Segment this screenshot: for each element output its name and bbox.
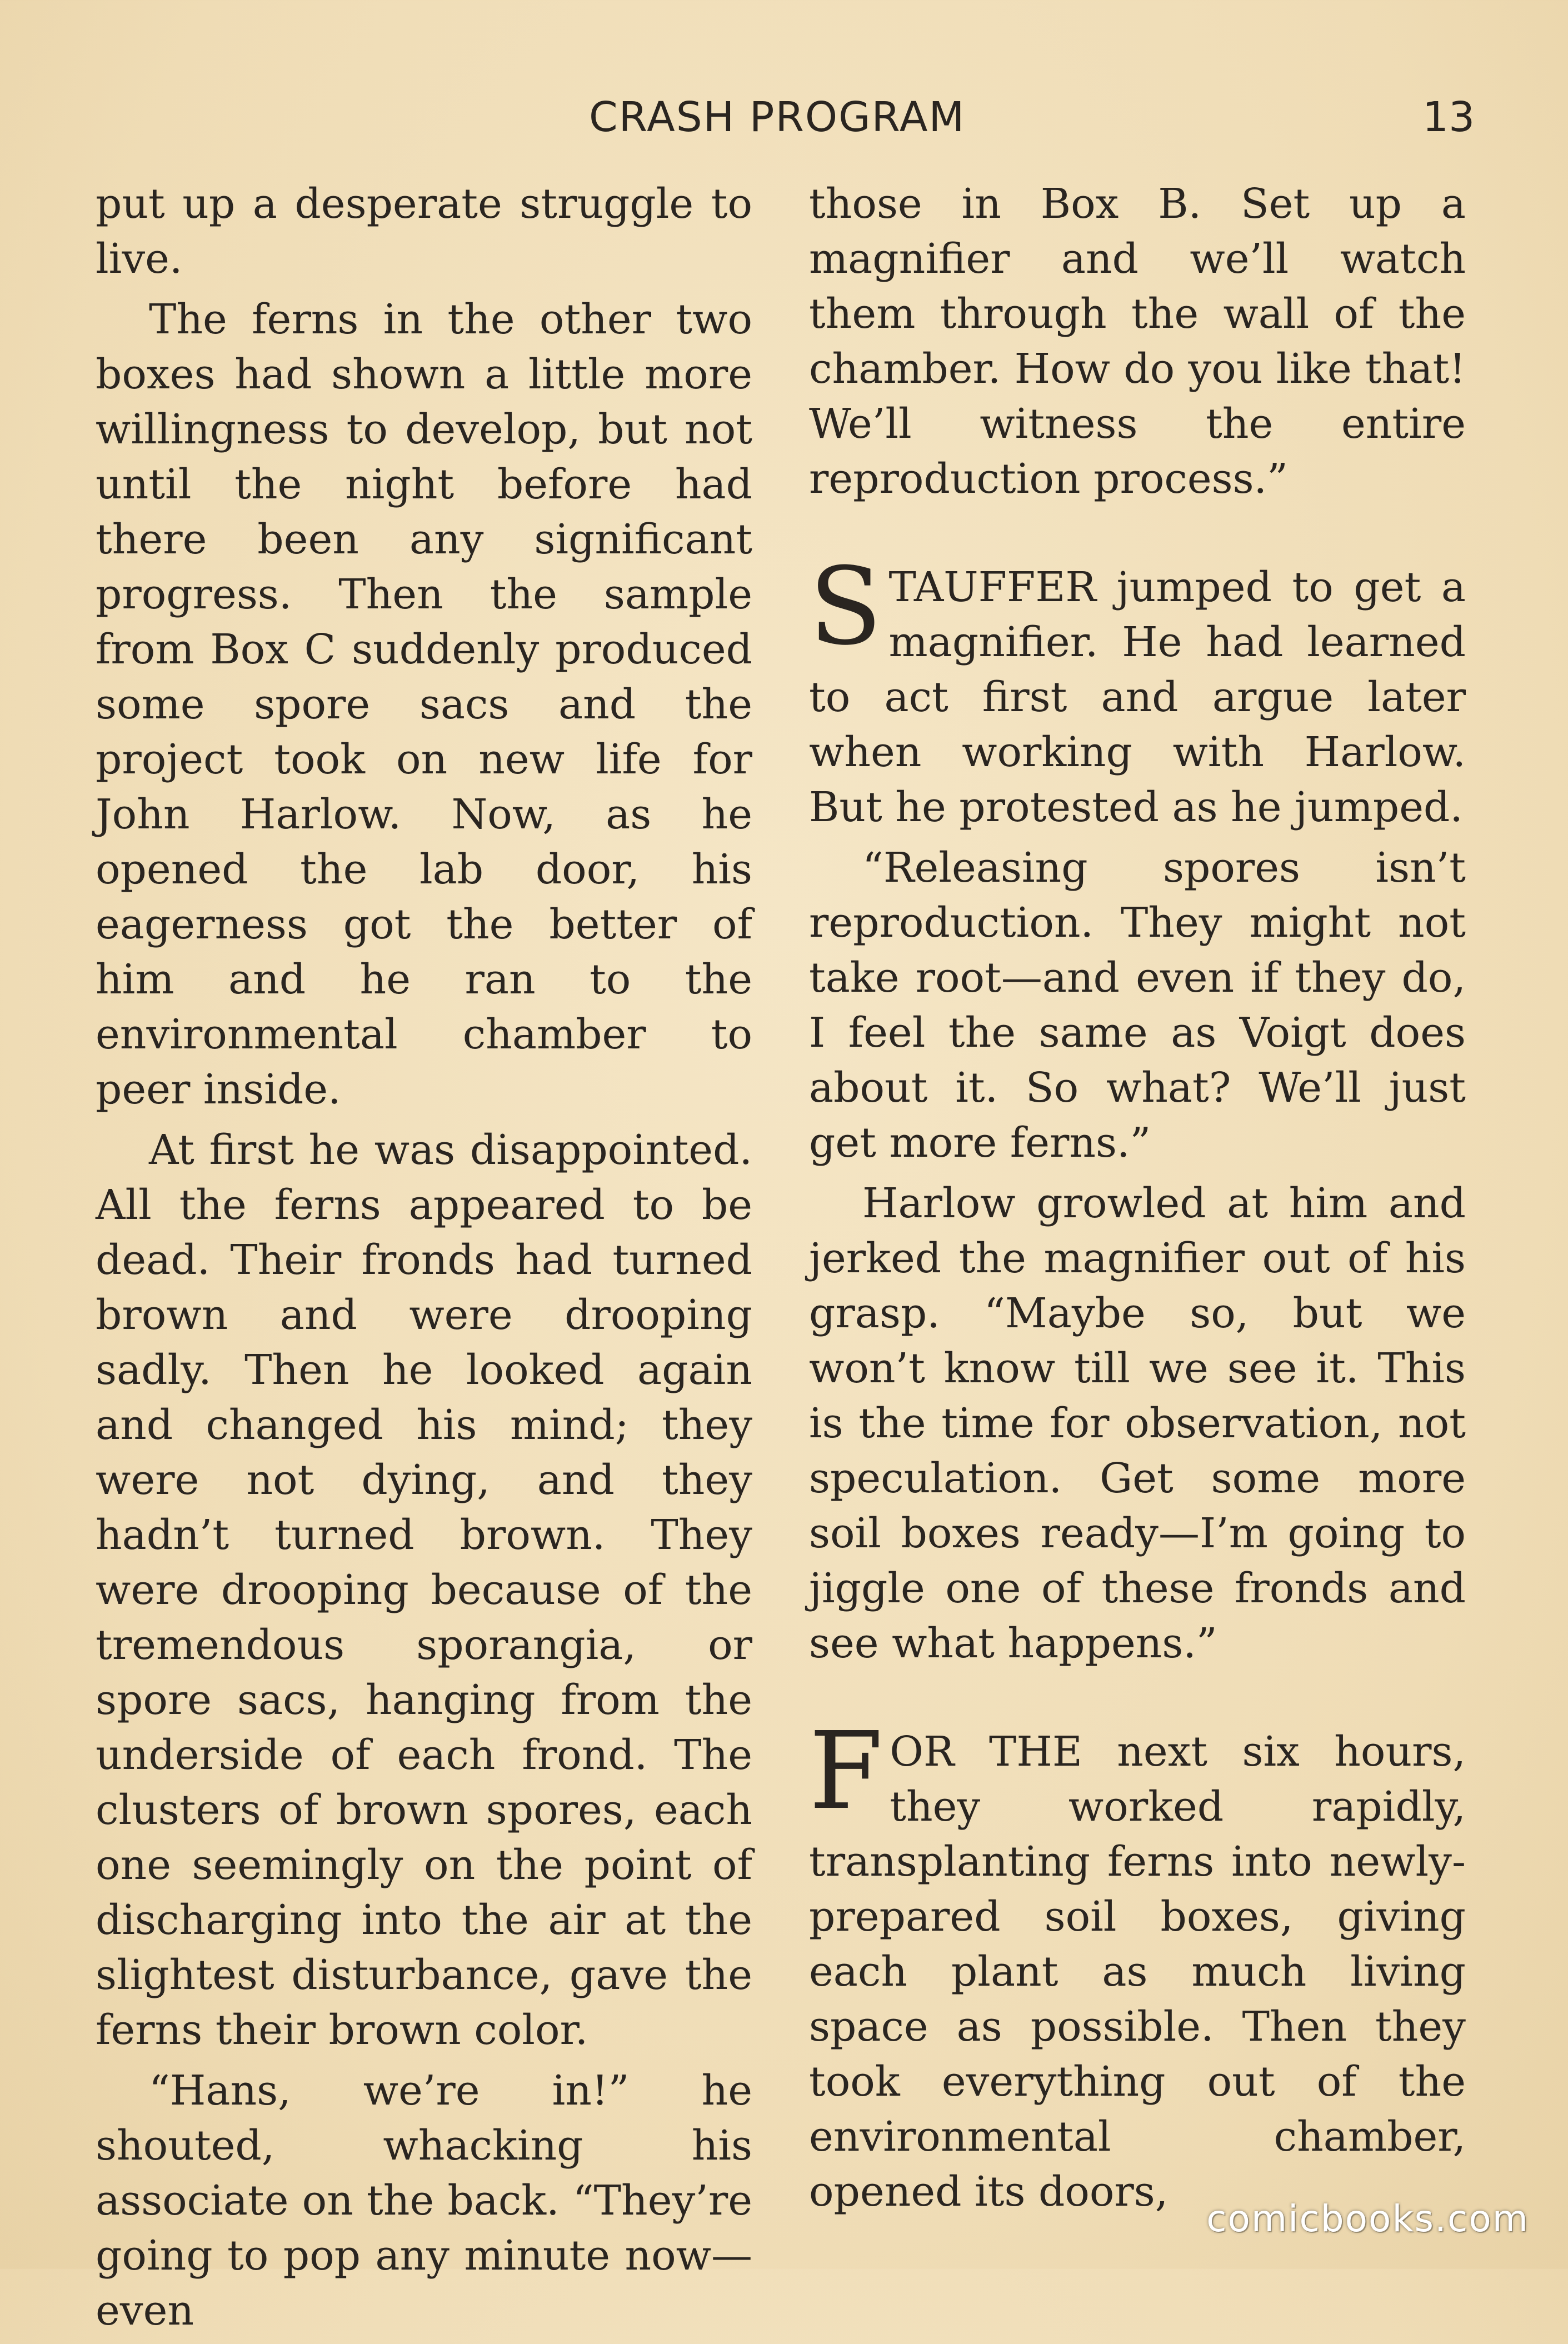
paragraph: those in Box B. Set up a magnifier and we’ll watch them through the wall of the chamber. How do you like that! We’ll witness the entire reproduction process.” xyxy=(809,180,1466,503)
paragraph: put up a desperate struggle to live. xyxy=(96,180,752,283)
watermark: comicbooks.com xyxy=(1206,2197,1529,2240)
paragraph: At first he was disappointed. All the ferns appeared to be dead. Their fronds had turned brown and were drooping sadly. Then he looked again and changed his mind; they were not dying, and they hadn’t turned brown. They were drooping because of the tremendous sporangia, or spore sacs, hanging from the underside of each frond. The clusters of brown spores, each one seemingly on the point of discharging into the air at the slightest disturbance, gave the ferns their brown color. xyxy=(96,1126,752,2054)
left-column xyxy=(96,177,752,2344)
drop-cap-paragraph xyxy=(809,545,1466,835)
drop-cap-letter: S xyxy=(809,545,882,669)
paragraph-text: OR THE next six hours, they worked rapidly, transplanting ferns into newly-prepared soil boxes, giving each plant as much living space as possible. Then they took everything out of the environmental chamber, opened its doors, xyxy=(809,1728,1466,2216)
paragraph: “Hans, we’re in!” he shouted, whacking his associate on the back. “They’re going to pop any minute now—even xyxy=(96,2067,752,2335)
paragraph-text: TAUFFER jumped to get a magnifier. He had learned to act first and argue later when working with Harlow. But he protested as he jumped. xyxy=(809,563,1466,831)
page-number: 13 xyxy=(1422,93,1475,141)
drop-cap-letter: F xyxy=(809,1710,883,1833)
paragraph: The ferns in the other two boxes had shown a little more willingness to develop, but not until the night before had there been any significant progress. Then the sample from Box C suddenly produced some spore sacs and the project took on new life for John Harlow. Now, as he opened the lab door, his eagerness got the better of him and he ran to the environmental chamber to peer inside. xyxy=(96,296,752,1113)
running-head-title: CRASH PROGRAM xyxy=(589,93,966,141)
right-column xyxy=(809,177,1466,2225)
paragraph: “Releasing spores isn’t reproduction. They might not take root—and even if they do, I feel the same as Voigt does about it. So what? We’ll just get more ferns.” xyxy=(809,844,1466,1167)
drop-cap-paragraph xyxy=(809,1710,1466,2220)
paragraph: Harlow growled at him and jerked the magnifier out of his grasp. “Maybe so, but we won’t know till we see it. This is the time for observation, not speculation. Get some more soil boxes ready—I’m going to jiggle one of these fronds and see what happens.” xyxy=(809,1180,1466,1667)
